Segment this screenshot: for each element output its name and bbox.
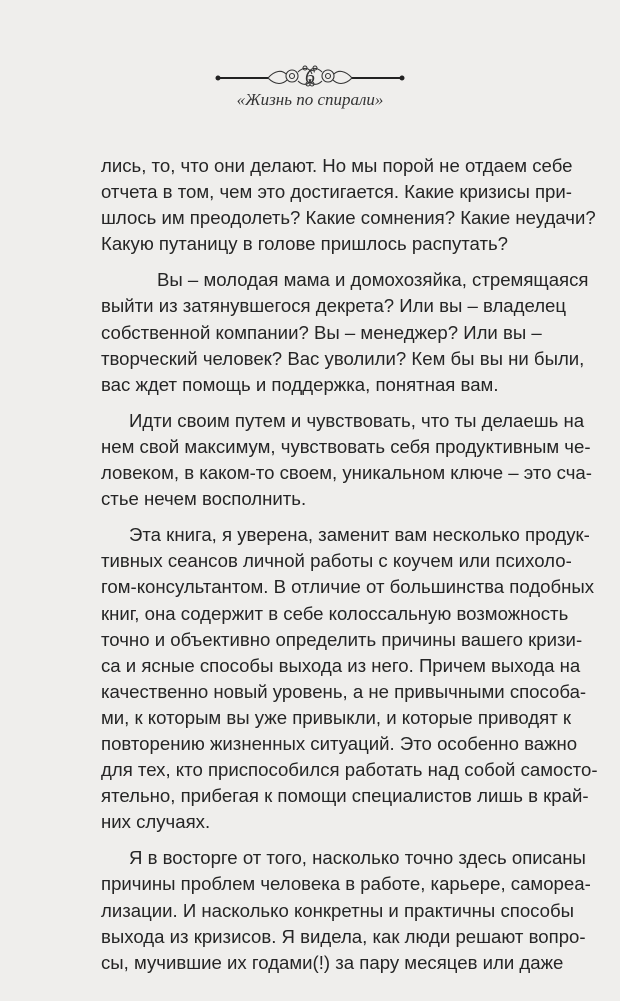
text-line: сы, мучившие их годами(!) за пару месяцев или даже <box>101 951 564 973</box>
text-line: лизации. И насколько конкретны и практичны способы <box>101 899 575 921</box>
text-line: стье нечем восполнить. <box>101 488 307 510</box>
text-line: са и ясные способы выхода из него. Причем выхода на <box>101 654 581 676</box>
text-line: творческий человек? Вас уволили? Кем бы вы ни были, <box>101 347 585 369</box>
text-line: нем свой максимум, чувствовать себя продуктивным че- <box>101 435 591 457</box>
text-line: отчета в том, чем это достигается. Какие кризисы при- <box>101 181 572 203</box>
text-line: шлось им преодолеть? Какие сомнения? Какие неудачи? <box>101 207 596 229</box>
text-line: собственной компании? Вы – менеджер? Или вы – <box>101 321 542 343</box>
text-line: ми, к которым вы уже привыкли, и которые приводят к <box>101 706 572 728</box>
text-line: Какую путаницу в голове пришлось распутать? <box>101 233 509 255</box>
body-text <box>101 153 598 986</box>
text-line: точно и объективно определить причины вашего кризи- <box>101 628 583 650</box>
text-line: лись, то, что они делают. Но мы порой не отдаем себе <box>101 155 573 176</box>
text-line: тивных сеансов личной работы с коучем или психоло- <box>101 550 572 572</box>
text-line: ловеком, в каком-то своем, уникальном ключе – это сча- <box>101 462 592 484</box>
text-line: Я в восторге от того, насколько точно здесь описаны <box>129 847 586 869</box>
text-line: гом-консультантом. В отличие от большинства подобных <box>101 576 595 598</box>
running-title: «Жизнь по спирали» <box>236 90 384 109</box>
text-line: повторению жизненных ситуаций. Это особенно важно <box>101 732 578 754</box>
paragraph <box>101 522 598 835</box>
text-line: вас ждет помощь и поддержка, понятная вам. <box>101 373 499 395</box>
text-line: выйти из затянувшегося декрета? Или вы – владелец <box>101 295 567 317</box>
text-line: качественно новый уровень, а не привычными способа- <box>101 680 587 702</box>
text-line: Вы – молодая мама и домохозяйка, стремящаяся <box>157 269 589 291</box>
text-line: выхода из кризисов. Я видела, как люди решают вопро- <box>101 925 586 947</box>
paragraph <box>101 845 591 975</box>
running-header <box>0 52 620 112</box>
paragraph <box>101 153 596 257</box>
text-line: причины проблем человека в работе, карьере, самореа- <box>101 873 591 895</box>
text-line: них случаях. <box>101 811 211 833</box>
text-line: Идти своим путем и чувствовать, что ты делаешь на <box>129 409 585 431</box>
paragraph <box>101 267 589 397</box>
text-line: книг, она содержит в себе колоссальную возможность <box>101 602 569 624</box>
text-line: для тех, кто приспособился работать над собой самосто- <box>101 759 598 781</box>
text-line: ятельно, прибегая к помощи специалистов лишь в край- <box>101 785 589 807</box>
text-line: Эта книга, я уверена, заменит вам несколько продук- <box>129 524 590 546</box>
page-number: 6 <box>305 66 315 88</box>
paragraph <box>101 408 592 512</box>
